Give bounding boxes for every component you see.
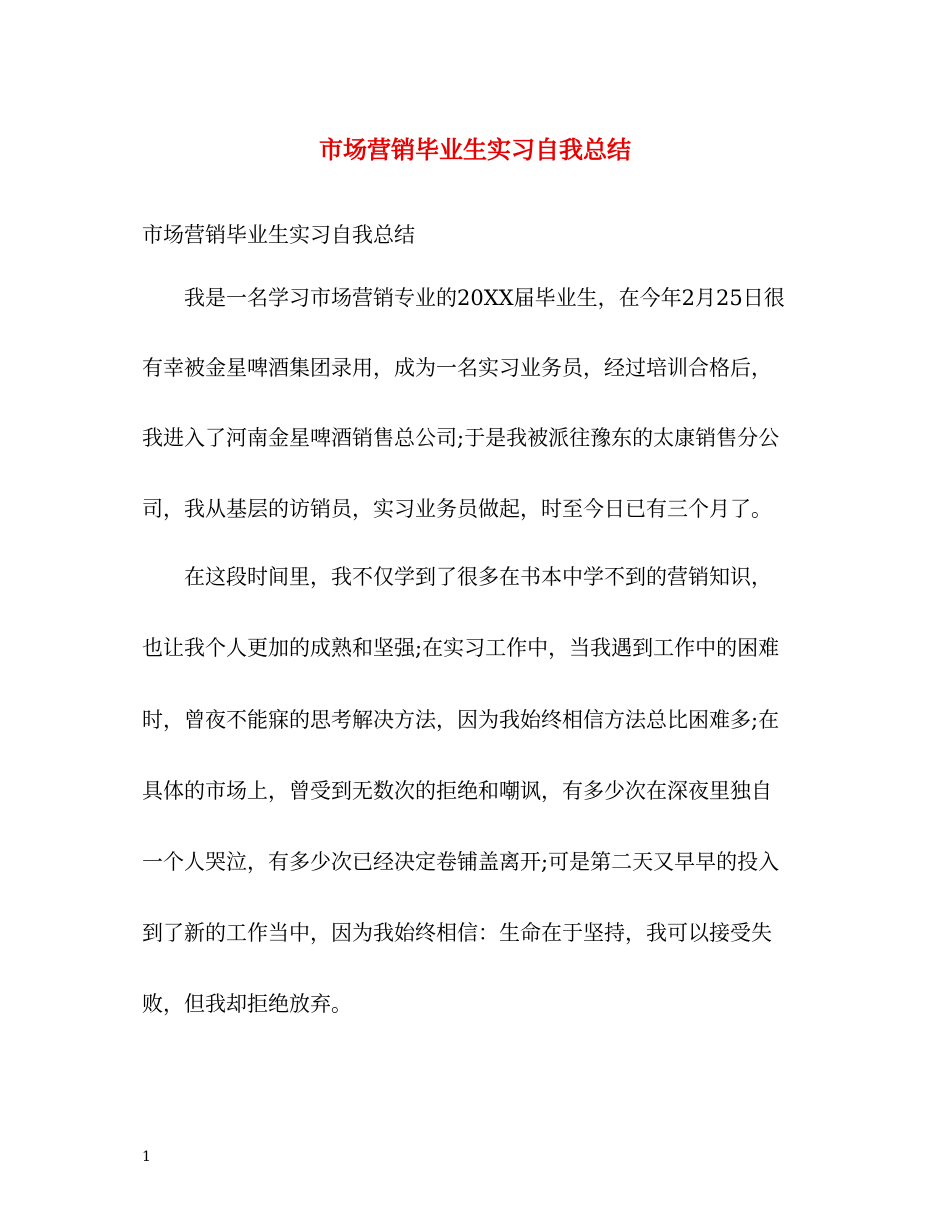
paragraph-1-line-2: 有幸被金星啤酒集团录用，成为一名实习业务员，经过培训合格后， [142, 356, 772, 380]
paragraph-2-line-6: 到了新的工作当中，因为我始终相信：生命在于坚持，我可以接受失 [142, 921, 772, 945]
paragraph-1-line-3: 我进入了河南金星啤酒销售总公司;于是我被派往豫东的太康销售分公 [142, 426, 780, 450]
paragraph-1-line-1: 我是一名学习市场营销专业的20XX届毕业生，在今年2月25日很 [184, 286, 785, 310]
document-title: 市场营销毕业生实习自我总结 [319, 135, 631, 164]
page-number: 1 [142, 1149, 151, 1165]
paragraph-2-line-2: 也让我个人更加的成熟和坚强;在实习工作中，当我遇到工作中的困难 [142, 636, 780, 660]
paragraph-2-line-5: 一个人哭泣，有多少次已经决定卷铺盖离开;可是第二天又早早的投入 [142, 850, 780, 874]
paragraph-2-line-1: 在这段时间里，我不仅学到了很多在书本中学不到的营销知识， [184, 565, 772, 589]
paragraph-2-line-4: 具体的市场上，曾受到无数次的拒绝和嘲讽，有多少次在深夜里独自 [142, 779, 772, 803]
paragraph-1-line-4: 司，我从基层的访销员，实习业务员做起，时至今日已有三个月了。 [142, 497, 772, 521]
document-subtitle: 市场营销毕业生实习自我总结 [142, 223, 415, 247]
paragraph-2-line-7: 败，但我却拒绝放弃。 [142, 992, 352, 1016]
paragraph-2-line-3: 时，曾夜不能寐的思考解决方法，因为我始终相信方法总比困难多;在 [142, 708, 780, 732]
